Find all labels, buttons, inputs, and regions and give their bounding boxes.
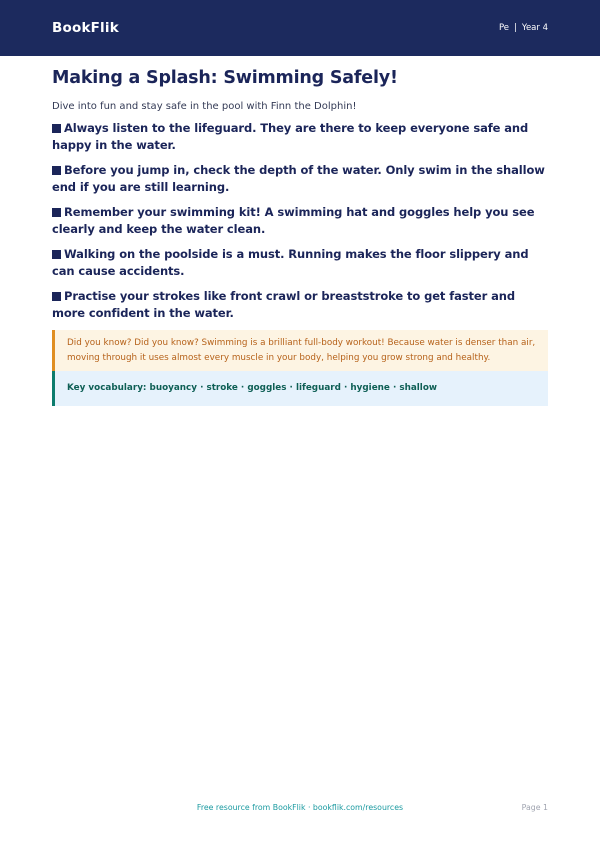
tip-text: Before you jump in, check the depth of the water. Only swim in the shallow end if you are still learning. — [52, 163, 545, 194]
intro-text: Dive into fun and stay safe in the pool with Finn the Dolphin! — [52, 101, 357, 112]
page-title: Making a Splash: Swimming Safely! — [52, 68, 398, 88]
subject-label: Pe — [498, 23, 510, 33]
square-bullet-icon — [52, 124, 61, 133]
page-number: Page 1 — [521, 803, 548, 812]
tip-item — [52, 162, 548, 196]
main-content — [52, 66, 548, 406]
tip-text: Always listen to the lifeguard. They are there to keep everyone safe and happy in the water. — [52, 121, 529, 152]
tip-text: Remember your swimming kit! A swimming hat and goggles help you see clearly and keep the water clean. — [52, 205, 535, 236]
did-you-know-callout: Did you know? Did you know? Swimming is a brilliant full-body workout! Because water is denser than air, moving through it uses almost every muscle in your body, helping you grow strong and healthy. — [52, 330, 548, 371]
page-header — [0, 0, 600, 56]
key-vocabulary-box: Key vocabulary: buoyancy · stroke · goggles · lifeguard · hygiene · shallow — [52, 371, 548, 406]
year-label: Year 4 — [521, 23, 548, 33]
square-bullet-icon — [52, 250, 61, 259]
tip-item — [52, 204, 548, 238]
tip-text: Practise your strokes like front crawl or breaststroke to get faster and more confident in the water. — [52, 289, 515, 320]
square-bullet-icon — [52, 166, 61, 175]
tip-item — [52, 288, 548, 322]
tip-item — [52, 246, 548, 280]
subject-meta — [499, 23, 548, 33]
tip-item — [52, 120, 548, 154]
square-bullet-icon — [52, 292, 61, 301]
tips-list — [52, 120, 548, 322]
footer-resource-link[interactable]: Free resource from BookFlik · bookflik.com/resources — [196, 803, 404, 812]
meta-separator: | — [514, 23, 517, 33]
tip-text: Walking on the poolside is a must. Running makes the floor slippery and can cause accidents. — [52, 247, 529, 278]
brand-logo-text[interactable]: BookFlik — [52, 20, 119, 36]
square-bullet-icon — [52, 208, 61, 217]
